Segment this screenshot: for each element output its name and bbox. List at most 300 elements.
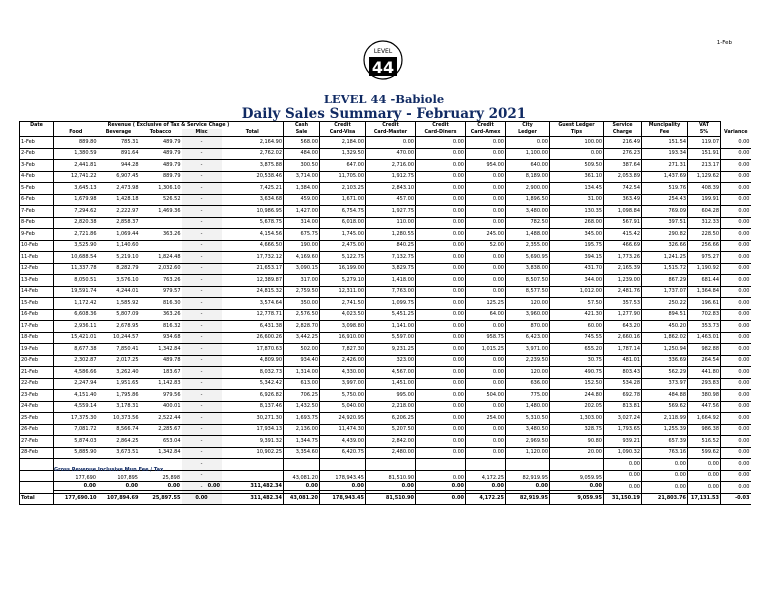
- credit-amex-cell: 0.00: [466, 217, 506, 229]
- cash-cell: 2,759.50: [284, 286, 320, 298]
- table-row: [20, 275, 751, 287]
- summary-value: 81,510.90: [388, 474, 414, 481]
- beverage-cell: 3,178.31: [98, 401, 140, 413]
- city-ledger-cell: 3,971.00: [506, 344, 550, 356]
- vat-cell: 213.17: [688, 160, 721, 172]
- summary-value: 0.00: [319, 482, 365, 491]
- guest-ledger-header-1: Guest Ledger: [550, 122, 604, 130]
- misc-cell: -: [182, 378, 222, 390]
- food-cell: 2,441.81: [54, 160, 98, 172]
- tobacco-cell: [140, 217, 182, 229]
- misc-cell: -: [182, 344, 222, 356]
- credit-visa-cell: 5,750.00: [320, 390, 366, 402]
- misc-cell: -: [182, 390, 222, 402]
- credit-diners-cell: 0.00: [416, 171, 466, 183]
- food-cell: 2,247.94: [54, 378, 98, 390]
- food-cell: 8,050.51: [54, 275, 98, 287]
- credit-master-cell: 457.00: [366, 194, 416, 206]
- credit-visa-cell: 3,997.00: [320, 378, 366, 390]
- summary-value: 0.00: [452, 474, 464, 481]
- total-credit-visa: 178,943.45: [320, 493, 366, 505]
- credit-amex-cell: 0.00: [466, 424, 506, 436]
- summary-value: [181, 474, 221, 482]
- guest-ledger-tips-cell: 345.00: [550, 229, 604, 241]
- total-cell: 5,342.42: [222, 378, 284, 390]
- credit-diners-cell: 0.00: [416, 160, 466, 172]
- vat-cell: 0.00: [688, 482, 721, 494]
- misc-cell: -: [182, 298, 222, 310]
- summary-value: 0.00: [465, 482, 505, 491]
- credit-diners-cell: 0.00: [416, 229, 466, 241]
- date-cell: 27-Feb: [20, 436, 54, 448]
- table-row: [20, 424, 751, 436]
- service-charge-cell: 216.49: [604, 137, 642, 149]
- level-44-logo: [363, 40, 403, 80]
- credit-amex-cell: 0.00: [466, 286, 506, 298]
- table-row: [20, 240, 751, 252]
- cash-cell: 190.00: [284, 240, 320, 252]
- municipality-fee-cell: 562.29: [642, 367, 688, 379]
- food-cell: 1,679.98: [54, 194, 98, 206]
- credit-amex-cell: 954.00: [466, 160, 506, 172]
- service-charge-cell: 1,773.26: [604, 252, 642, 264]
- variance-cell: 0.00: [721, 367, 751, 379]
- tobacco-cell: 816.30: [140, 298, 182, 310]
- beverage-cell: 2,678.95: [98, 321, 140, 333]
- variance-cell: 0.00: [721, 459, 751, 471]
- vat-cell: 408.39: [688, 183, 721, 195]
- misc-cell: -: [182, 217, 222, 229]
- city-ledger-cell: 1,488.00: [506, 229, 550, 241]
- credit-master-cell: 2,842.00: [366, 436, 416, 448]
- food-cell: 17,375.30: [54, 413, 98, 425]
- credit-amex-cell: 0.00: [466, 321, 506, 333]
- credit-master-cell: 1,141.00: [366, 321, 416, 333]
- credit-master-cell: 1,280.55: [366, 229, 416, 241]
- city-ledger-cell: 3,480.50: [506, 424, 550, 436]
- vat-cell: 1,364.84: [688, 286, 721, 298]
- vat-cell: 380.98: [688, 390, 721, 402]
- municipality-header-1: Muncipality: [642, 122, 688, 130]
- misc-cell: -: [182, 401, 222, 413]
- misc-header: Misc: [182, 129, 222, 137]
- summary-value: 0.00: [415, 482, 465, 491]
- date-cell: 13-Feb: [20, 275, 54, 287]
- credit-visa-cell: 1,745.00: [320, 229, 366, 241]
- municipality-fee-cell: 894.51: [642, 309, 688, 321]
- variance-cell: 0.00: [721, 355, 751, 367]
- total-cell: 21,653.17: [222, 263, 284, 275]
- city-ledger-cell: 775.00: [506, 390, 550, 402]
- summary-value: 311,482.34: [221, 482, 283, 491]
- credit-amex-cell: 0.00: [466, 378, 506, 390]
- service-charge-cell: 939.21: [604, 436, 642, 448]
- tobacco-cell: 763.26: [140, 275, 182, 287]
- food-cell: 4,559.14: [54, 401, 98, 413]
- tobacco-cell: 363.26: [140, 229, 182, 241]
- city-ledger-cell: 8,577.50: [506, 286, 550, 298]
- food-cell: 3,525.90: [54, 240, 98, 252]
- credit-master-cell: 840.25: [366, 240, 416, 252]
- variance-cell: 0.00: [721, 413, 751, 425]
- summary-value: 25,898: [162, 474, 180, 481]
- credit-diners-cell: 0.00: [416, 286, 466, 298]
- food-header: Food: [54, 129, 98, 137]
- credit-master-cell: 5,207.50: [366, 424, 416, 436]
- cash-cell: 2,136.00: [284, 424, 320, 436]
- city-ledger-cell: 120.00: [506, 298, 550, 310]
- date-cell: 15-Feb: [20, 298, 54, 310]
- summary-value: 107,895: [117, 474, 138, 481]
- summary-value: 177,690: [75, 474, 96, 481]
- svg-text:44: 44: [371, 58, 395, 77]
- table-row: [20, 229, 751, 241]
- total-cell: 4,154.56: [222, 229, 284, 241]
- guest-ledger-tips-cell: 60.00: [550, 321, 604, 333]
- beverage-cell: 2,222.97: [98, 206, 140, 218]
- vat-header-2: 5%: [688, 129, 721, 137]
- credit-visa-cell: 6,754.75: [320, 206, 366, 218]
- guest-ledger-tips-cell: 30.75: [550, 355, 604, 367]
- table-row: [20, 355, 751, 367]
- date-cell: 6-Feb: [20, 194, 54, 206]
- credit-master-cell: 1,451.00: [366, 378, 416, 390]
- credit-amex-cell: 245.00: [466, 229, 506, 241]
- variance-cell: 0.00: [721, 298, 751, 310]
- credit-master-cell: 7,763.00: [366, 286, 416, 298]
- total-credit-amex: 4,172.25: [466, 493, 506, 505]
- cash-cell: 3,354.60: [284, 447, 320, 459]
- guest-ledger-tips-cell: 490.75: [550, 367, 604, 379]
- table-row: [20, 378, 751, 390]
- credit-diners-cell: 0.00: [416, 436, 466, 448]
- guest-ledger-tips-cell: 745.55: [550, 332, 604, 344]
- visa-header-1: Credit: [320, 122, 366, 130]
- credit-diners-cell: 0.00: [416, 447, 466, 459]
- cash-cell: 1,314.00: [284, 367, 320, 379]
- guest-ledger-tips-cell: 244.80: [550, 390, 604, 402]
- service-charge-cell: 0.00: [604, 459, 642, 471]
- misc-cell: -: [182, 459, 222, 471]
- summary-value: 0.00: [181, 482, 221, 491]
- guest-ledger-tips-cell: 202.05: [550, 401, 604, 413]
- variance-cell: 0.00: [721, 344, 751, 356]
- food-cell: 15,421.01: [54, 332, 98, 344]
- credit-amex-cell: 0.00: [466, 148, 506, 160]
- city-ledger-cell: 120.00: [506, 367, 550, 379]
- credit-diners-cell: 0.00: [416, 344, 466, 356]
- variance-header: Variance: [724, 129, 748, 135]
- table-row: [20, 137, 751, 149]
- misc-cell: -: [182, 321, 222, 333]
- municipality-fee-cell: 1,250.94: [642, 344, 688, 356]
- date-cell: 22-Feb: [20, 378, 54, 390]
- credit-master-cell: 110.00: [366, 217, 416, 229]
- total-total: 311,482.34: [222, 493, 284, 505]
- food-cell: 11,337.78: [54, 263, 98, 275]
- credit-visa-cell: 6,420.75: [320, 447, 366, 459]
- variance-cell: 0.00: [721, 183, 751, 195]
- beverage-cell: 1,795.86: [98, 390, 140, 402]
- date-header: Date: [20, 122, 54, 130]
- municipality-fee-cell: 0.00: [642, 470, 688, 482]
- credit-diners-cell: 0.00: [416, 298, 466, 310]
- service-charge-cell: 1,098.84: [604, 206, 642, 218]
- municipality-fee-cell: 336.69: [642, 355, 688, 367]
- table-row: [20, 309, 751, 321]
- variance-cell: 0.00: [721, 171, 751, 183]
- tobacco-cell: 400.01: [140, 401, 182, 413]
- variance-cell: 0.00: [721, 378, 751, 390]
- credit-master-cell: 7,132.75: [366, 252, 416, 264]
- table-row: [20, 390, 751, 402]
- total-cell: 24,815.32: [222, 286, 284, 298]
- variance-cell: 0.00: [721, 447, 751, 459]
- vat-cell: 982.88: [688, 344, 721, 356]
- credit-diners-cell: 0.00: [416, 424, 466, 436]
- total-cell: 20,538.46: [222, 171, 284, 183]
- total-cell: 30,271.30: [222, 413, 284, 425]
- credit-amex-cell: 0.00: [466, 206, 506, 218]
- beverage-cell: 944.28: [98, 160, 140, 172]
- summary-value: 178,943.45: [335, 474, 364, 481]
- food-cell: 4,586.66: [54, 367, 98, 379]
- food-cell: 5,885.90: [54, 447, 98, 459]
- tobacco-cell: 2,285.67: [140, 424, 182, 436]
- credit-visa-cell: 16,910.00: [320, 332, 366, 344]
- city-ledger-header-1: City: [506, 122, 550, 130]
- food-cell: 2,721.86: [54, 229, 98, 241]
- food-cell: 10,688.54: [54, 252, 98, 264]
- vat-cell: 1,463.01: [688, 332, 721, 344]
- city-ledger-cell: 1,480.00: [506, 401, 550, 413]
- credit-amex-cell: 125.25: [466, 298, 506, 310]
- beverage-cell: 2,864.25: [98, 436, 140, 448]
- cash-cell: 2,576.50: [284, 309, 320, 321]
- credit-master-cell: 3,829.75: [366, 263, 416, 275]
- total-cell: 3,875.88: [222, 160, 284, 172]
- service-charge-cell: 803.43: [604, 367, 642, 379]
- tobacco-cell: 1,469.36: [140, 206, 182, 218]
- cash-cell: 3,442.25: [284, 332, 320, 344]
- city-ledger-cell: 5,310.50: [506, 413, 550, 425]
- credit-visa-cell: 1,329.50: [320, 148, 366, 160]
- variance-cell: 0.00: [721, 252, 751, 264]
- credit-diners-cell: 0.00: [416, 194, 466, 206]
- table-row: [20, 286, 751, 298]
- municipality-fee-cell: 519.76: [642, 183, 688, 195]
- total-cell: 3,634.68: [222, 194, 284, 206]
- variance-cell: 0.00: [721, 286, 751, 298]
- diners-header-1: Credit: [416, 122, 466, 130]
- service-charge-cell: 1,793.65: [604, 424, 642, 436]
- tobacco-cell: 1,342.84: [140, 447, 182, 459]
- municipality-fee-cell: 250.22: [642, 298, 688, 310]
- cash-cell: 350.00: [284, 298, 320, 310]
- total-header: Total: [222, 129, 284, 137]
- table-row: [20, 332, 751, 344]
- credit-master-cell: 5,451.25: [366, 309, 416, 321]
- credit-master-cell: 2,218.00: [366, 401, 416, 413]
- service-charge-cell: 415.42: [604, 229, 642, 241]
- summary-value: 0.00: [53, 482, 97, 491]
- table-row: [20, 298, 751, 310]
- cash-cell: 934.40: [284, 355, 320, 367]
- tobacco-cell: 489.79: [140, 160, 182, 172]
- cash-header-1: Cash: [284, 122, 320, 130]
- municipality-fee-cell: 271.31: [642, 160, 688, 172]
- credit-master-cell: 1,418.00: [366, 275, 416, 287]
- cash-header-2: Sale: [284, 129, 320, 137]
- misc-cell: -: [182, 160, 222, 172]
- credit-master-cell: 1,927.75: [366, 206, 416, 218]
- cash-cell: 706.25: [284, 390, 320, 402]
- table-row: [20, 217, 751, 229]
- visa-header-2: Card-Visa: [320, 129, 366, 137]
- beverage-cell: 5,807.09: [98, 309, 140, 321]
- variance-cell: 0.00: [721, 217, 751, 229]
- food-cell: 1,380.59: [54, 148, 98, 160]
- service-charge-cell: 2,481.76: [604, 286, 642, 298]
- service-charge-cell: 2,165.39: [604, 263, 642, 275]
- table-row: [20, 183, 751, 195]
- beverage-cell: 1,069.44: [98, 229, 140, 241]
- total-guest-ledger-tips: 9,059.95: [550, 493, 604, 505]
- variance-cell: 0.00: [721, 309, 751, 321]
- credit-visa-cell: 4,330.00: [320, 367, 366, 379]
- table-row: [20, 321, 751, 333]
- beverage-cell: 5,219.10: [98, 252, 140, 264]
- service-charge-cell: 643.20: [604, 321, 642, 333]
- guest-ledger-tips-cell: 152.50: [550, 378, 604, 390]
- credit-visa-cell: 7,827.30: [320, 344, 366, 356]
- beverage-cell: 2,017.25: [98, 355, 140, 367]
- credit-master-cell: 4,567.00: [366, 367, 416, 379]
- service-charge-cell: 363.49: [604, 194, 642, 206]
- municipality-fee-cell: 1,515.72: [642, 263, 688, 275]
- city-ledger-cell: 6,423.00: [506, 332, 550, 344]
- vat-cell: 681.44: [688, 275, 721, 287]
- credit-visa-cell: 4,439.00: [320, 436, 366, 448]
- credit-diners-cell: 0.00: [416, 390, 466, 402]
- gross-revenue-summary: [19, 466, 603, 491]
- misc-cell: -: [182, 206, 222, 218]
- municipality-fee-cell: 254.43: [642, 194, 688, 206]
- misc-cell: -: [182, 470, 222, 482]
- municipality-fee-cell: 484.88: [642, 390, 688, 402]
- master-header-2: Card-Master: [366, 129, 416, 137]
- credit-visa-cell: 5,122.75: [320, 252, 366, 264]
- guest-ledger-tips-cell: 0.00: [550, 148, 604, 160]
- credit-diners-cell: 0.00: [416, 252, 466, 264]
- total-cell: 2,762.02: [222, 148, 284, 160]
- date-cell: 25-Feb: [20, 413, 54, 425]
- service-charge-cell: 0.00: [604, 482, 642, 494]
- summary-row-2: [19, 482, 603, 491]
- total-cash: 43,081.20: [284, 493, 320, 505]
- total-cell: 4,666.50: [222, 240, 284, 252]
- date-cell: 9-Feb: [20, 229, 54, 241]
- credit-diners-cell: 0.00: [416, 321, 466, 333]
- credit-master-cell: 1,099.75: [366, 298, 416, 310]
- misc-cell: -: [182, 436, 222, 448]
- summary-value: 43,081.20: [292, 474, 318, 481]
- total-tobacco: 25,897.55: [140, 493, 182, 505]
- summary-value: [221, 474, 283, 482]
- vat-cell: 228.50: [688, 229, 721, 241]
- misc-cell: -: [182, 482, 222, 494]
- beverage-cell: 1,140.60: [98, 240, 140, 252]
- date-cell: 26-Feb: [20, 424, 54, 436]
- page-label: 1-Feb: [716, 40, 732, 46]
- svg-text:LEVEL: LEVEL: [373, 48, 393, 55]
- total-cell: 8,032.73: [222, 367, 284, 379]
- food-cell: 19,591.74: [54, 286, 98, 298]
- credit-visa-cell: 5,279.10: [320, 275, 366, 287]
- food-cell: 889.80: [54, 137, 98, 149]
- service-charge-cell: 3,027.24: [604, 413, 642, 425]
- city-ledger-cell: 2,355.00: [506, 240, 550, 252]
- credit-diners-cell: 0.00: [416, 183, 466, 195]
- date-cell: 16-Feb: [20, 309, 54, 321]
- tobacco-cell: 489.79: [140, 148, 182, 160]
- table-row: [20, 206, 751, 218]
- vat-cell: 353.73: [688, 321, 721, 333]
- tobacco-cell: 2,032.60: [140, 263, 182, 275]
- credit-amex-cell: 254.00: [466, 413, 506, 425]
- summary-header: Gross Revenue Inclusive Mun.Fee / Tax: [54, 466, 164, 473]
- date-cell: 19-Feb: [20, 344, 54, 356]
- misc-cell: -: [182, 424, 222, 436]
- credit-visa-cell: 2,184.00: [320, 137, 366, 149]
- variance-cell: 0.00: [721, 401, 751, 413]
- municipality-fee-cell: 1,737.07: [642, 286, 688, 298]
- guest-ledger-tips-cell: 31.00: [550, 194, 604, 206]
- municipality-fee-cell: 290.82: [642, 229, 688, 241]
- diners-header-2: Card-Diners: [416, 129, 466, 137]
- cash-cell: 4,169.60: [284, 252, 320, 264]
- cash-cell: 568.00: [284, 137, 320, 149]
- vat-cell: 1,664.92: [688, 413, 721, 425]
- variance-cell: 0.00: [721, 240, 751, 252]
- municipality-fee-cell: 657.39: [642, 436, 688, 448]
- city-ledger-cell: 0.00: [506, 137, 550, 149]
- credit-amex-cell: 0.00: [466, 447, 506, 459]
- vat-cell: 516.52: [688, 436, 721, 448]
- cash-cell: 1,384.00: [284, 183, 320, 195]
- date-cell: 3-Feb: [20, 160, 54, 172]
- table-row: [20, 263, 751, 275]
- credit-amex-cell: 504.00: [466, 390, 506, 402]
- vat-cell: 151.91: [688, 148, 721, 160]
- municipality-fee-cell: 0.00: [642, 459, 688, 471]
- total-credit-diners: 0.00: [416, 493, 466, 505]
- guest-ledger-tips-cell: 328.75: [550, 424, 604, 436]
- tobacco-cell: 1,342.84: [140, 344, 182, 356]
- cash-cell: 300.50: [284, 160, 320, 172]
- variance-cell: 0.00: [721, 470, 751, 482]
- date-cell: 17-Feb: [20, 321, 54, 333]
- guest-ledger-tips-cell: 509.50: [550, 160, 604, 172]
- date-cell: 10-Feb: [20, 240, 54, 252]
- table-row: [20, 413, 751, 425]
- vat-cell: 0.00: [688, 459, 721, 471]
- municipality-fee-cell: 450.20: [642, 321, 688, 333]
- tobacco-cell: 1,824.48: [140, 252, 182, 264]
- city-ledger-cell: 1,120.00: [506, 447, 550, 459]
- beverage-cell: 891.64: [98, 148, 140, 160]
- credit-visa-cell: 12,311.00: [320, 286, 366, 298]
